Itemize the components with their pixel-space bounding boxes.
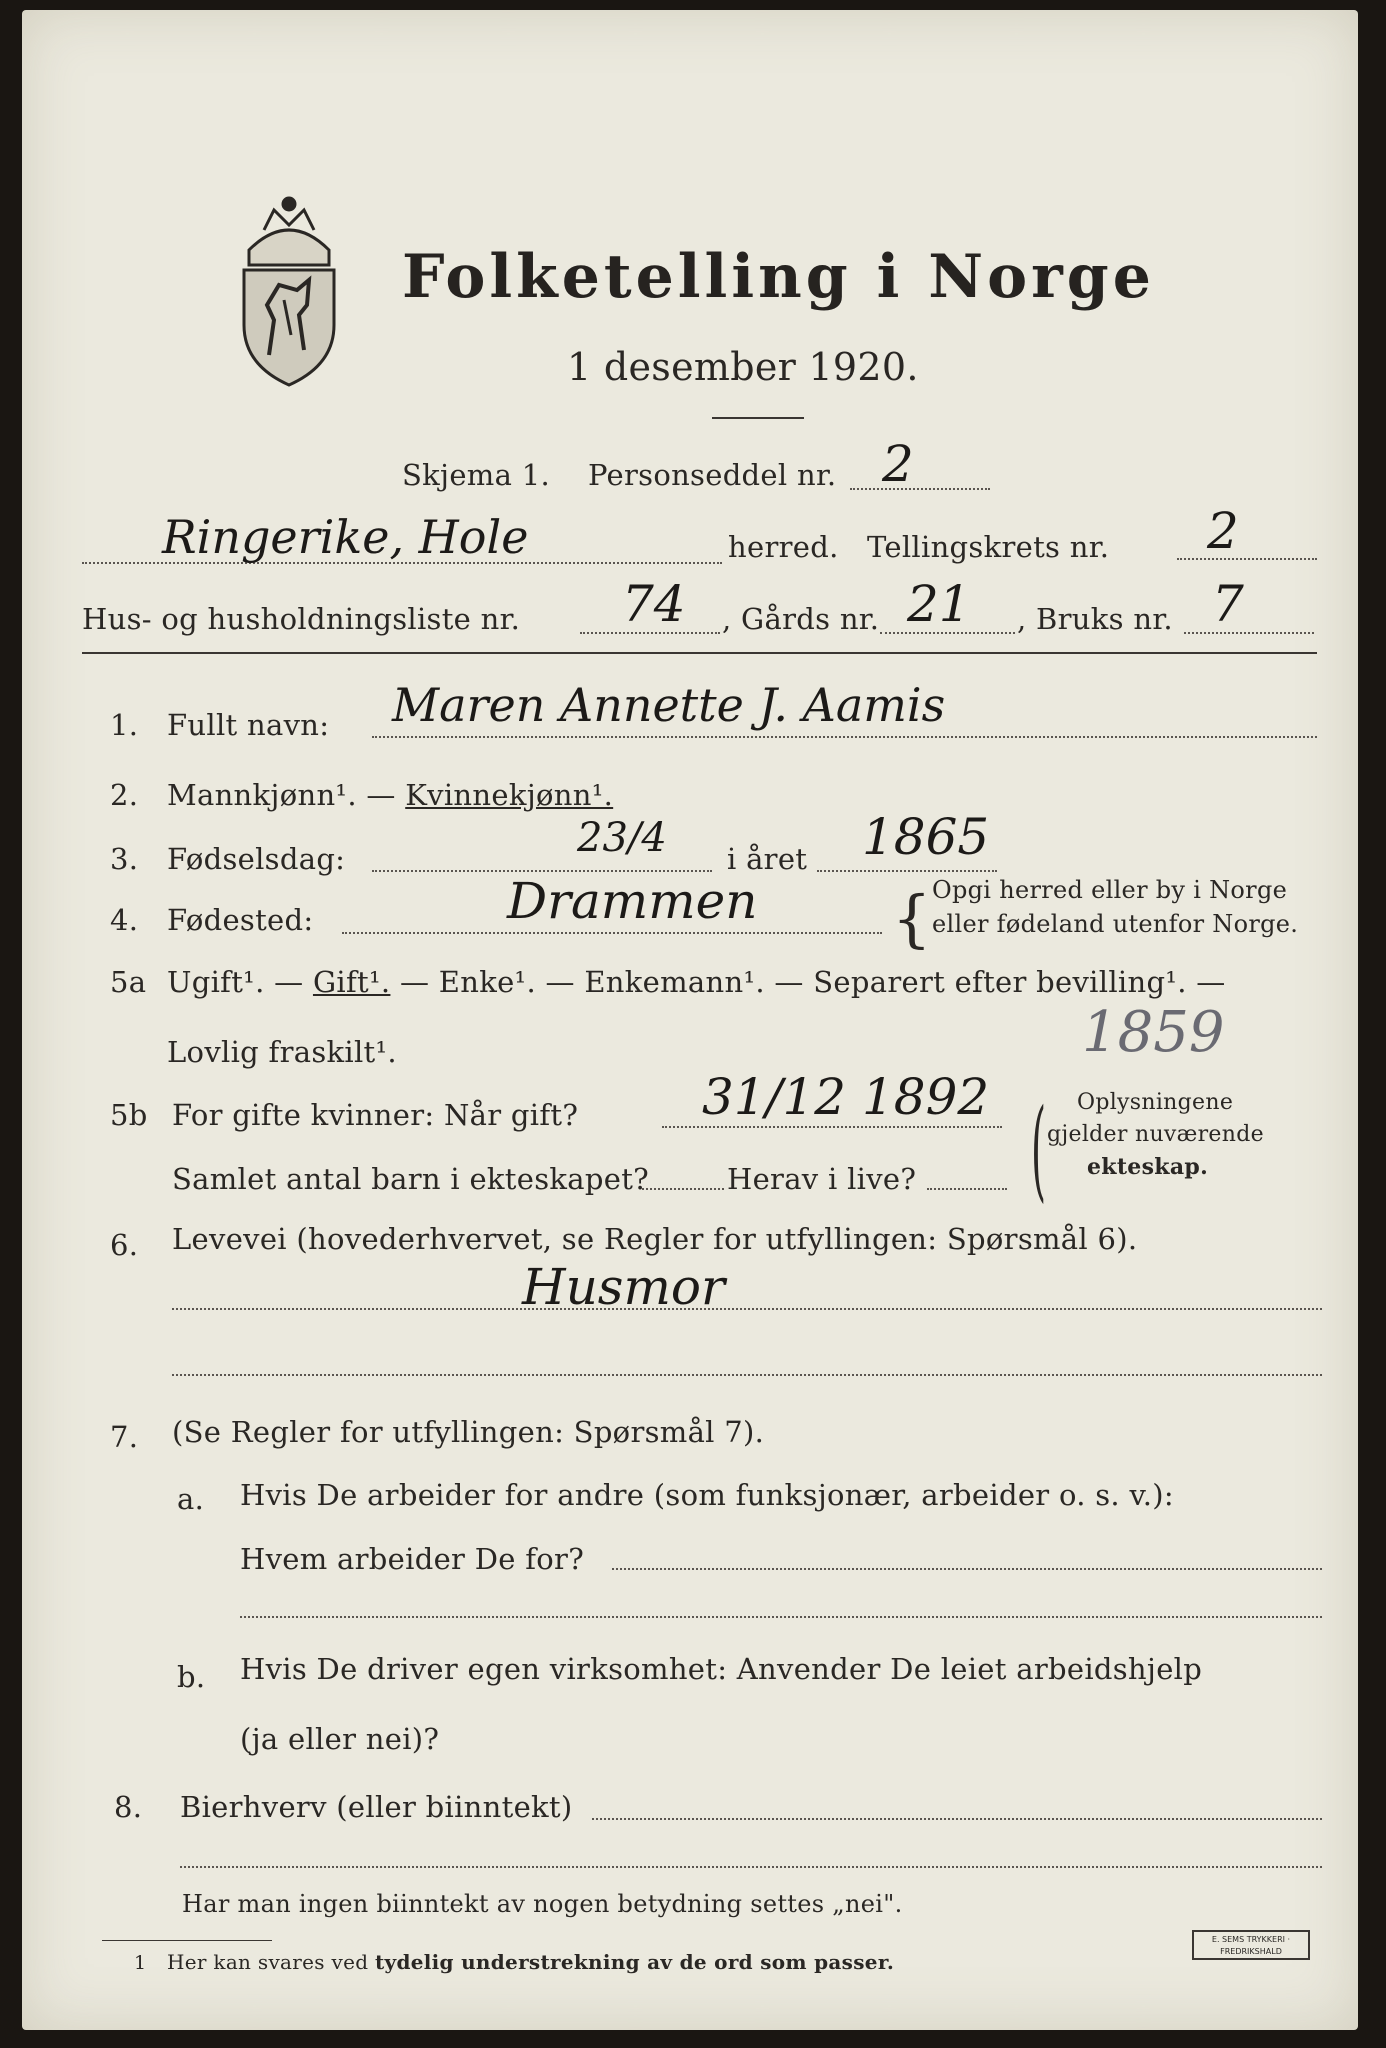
q4-line <box>342 932 882 934</box>
q8-number: 8. <box>114 1790 143 1824</box>
personseddel-value[interactable]: 2 <box>882 435 914 493</box>
q5a-margin-note: 1859 <box>1082 1000 1225 1065</box>
personseddel-line <box>850 488 990 490</box>
q6-line-1 <box>172 1308 1322 1310</box>
q3-label: Fødselsdag: <box>167 842 346 876</box>
q7a-number: a. <box>177 1482 205 1516</box>
q5b-label: For gifte kvinner: Når gift? <box>172 1098 579 1132</box>
q5b-line <box>662 1126 1002 1128</box>
q2-option-female[interactable]: Kvinnekjønn¹. <box>405 778 614 812</box>
tellingskrets-value[interactable]: 2 <box>1207 502 1239 560</box>
q6-line-2 <box>172 1374 1322 1376</box>
q2-option-male: Mannkjønn¹. — Kvinnekjønn¹. <box>167 778 614 812</box>
q4-number: 4. <box>110 903 139 937</box>
q8-label: Bierhverv (eller biinntekt) <box>180 1790 573 1824</box>
husliste-value[interactable]: 74 <box>622 575 686 633</box>
form-title: Folketelling i Norge <box>402 242 1155 312</box>
bruks-value[interactable]: 7 <box>1212 575 1244 633</box>
q2-number: 2. <box>110 778 139 812</box>
q3-year-label: i året <box>727 842 808 876</box>
q5b-line2-b: Herav i live? <box>727 1162 917 1196</box>
bruks-line <box>1184 632 1314 634</box>
q3-year-value[interactable]: 1865 <box>862 808 990 866</box>
q5b-line2-a: Samlet antal barn i ekteskapet? <box>172 1162 649 1196</box>
q4-brace: { <box>892 882 932 955</box>
q5b-children-line <box>642 1188 724 1190</box>
census-date: 1 desember 1920. <box>567 345 919 389</box>
q7-label: (Se Regler for utfyllingen: Spørsmål 7). <box>172 1415 765 1449</box>
q1-label: Fullt navn: <box>167 708 330 742</box>
q5b-note-1: Oplysningene <box>1077 1090 1234 1115</box>
q8-line-1[interactable] <box>592 1818 1322 1820</box>
q5b-bracket: ( <box>1031 1085 1047 1213</box>
q5a-option-gift[interactable]: Gift¹. <box>312 965 391 999</box>
herred-label: herred. <box>728 530 839 564</box>
q7b-text-2: (ja eller nei)? <box>240 1722 440 1756</box>
q5b-note-2: gjelder nuværende <box>1047 1122 1264 1147</box>
header-divider <box>82 652 1317 654</box>
husliste-label: Hus- og husholdningsliste nr. <box>82 602 521 636</box>
tellingskrets-line <box>1177 558 1317 560</box>
bruks-label: , Bruks nr. <box>1017 602 1173 636</box>
q7a-line-2[interactable] <box>240 1616 1322 1618</box>
q4-note-1: Opgi herred eller by i Norge <box>932 876 1288 904</box>
q5a-number: 5a <box>110 965 147 999</box>
q6-value[interactable]: Husmor <box>522 1258 725 1316</box>
q5a-options <box>167 965 1226 999</box>
schema-label: Skjema 1. <box>402 458 550 492</box>
printer-stamp: E. SEMS TRYKKERI · FREDRIKSHALD <box>1192 1930 1310 1960</box>
q7b-text: Hvis De driver egen virksomhet: Anvender De leiet arbeidshjelp <box>240 1652 1203 1686</box>
q5b-note-3: ekteskap. <box>1087 1154 1209 1180</box>
q5b-alive-line <box>927 1188 1007 1190</box>
footer-note: Har man ingen biinntekt av nogen betydning settes „nei". <box>182 1890 903 1918</box>
q6-label: Levevei (hovederhvervet, se Regler for utfyllingen: Spørsmål 6). <box>172 1222 1138 1256</box>
q5a-option-ugift[interactable]: Ugift¹. — <box>167 965 313 999</box>
footnote-text: Her kan svares ved tydelig understrekning av de ord som passer. <box>167 1950 895 1974</box>
gards-label: , Gårds nr. <box>722 602 880 636</box>
q1-line <box>372 736 1317 738</box>
q8-line-2[interactable] <box>180 1866 1322 1868</box>
q1-number: 1. <box>110 708 139 742</box>
q6-number: 6. <box>110 1228 139 1262</box>
norway-coat-of-arms-icon <box>229 190 349 390</box>
q5a-fraskilt[interactable]: Lovlig fraskilt¹. <box>167 1035 397 1069</box>
q3-year-line <box>817 870 997 872</box>
q3-number: 3. <box>110 842 139 876</box>
footnote-divider <box>102 1940 272 1941</box>
q7-number: 7. <box>110 1420 139 1454</box>
q3-value[interactable]: 23/4 <box>577 815 667 861</box>
q5b-value[interactable]: 31/12 1892 <box>702 1068 990 1126</box>
q5a-option-other[interactable]: — Enke¹. — Enkemann¹. — Separert efter bevilling¹. — <box>390 965 1226 999</box>
q7b-number: b. <box>177 1660 206 1694</box>
q7a-line-1[interactable] <box>612 1568 1322 1570</box>
q5b-number: 5b <box>110 1098 148 1132</box>
herred-value[interactable]: Ringerike, Hole <box>162 510 529 564</box>
title-divider <box>712 417 804 419</box>
q7a-text-2: Hvem arbeider De for? <box>240 1542 585 1576</box>
q4-note-2: eller fødeland utenfor Norge. <box>932 910 1299 938</box>
gards-value[interactable]: 21 <box>907 575 971 633</box>
q1-value[interactable]: Maren Annette J. Aamis <box>392 678 946 732</box>
footnote-number: 1 <box>134 1952 147 1974</box>
census-form <box>22 10 1358 2030</box>
q4-label: Fødested: <box>167 903 314 937</box>
q7a-text: Hvis De arbeider for andre (som funksjonær, arbeider o. s. v.): <box>240 1478 1174 1512</box>
personseddel-label: Personseddel nr. <box>588 458 837 492</box>
q4-value[interactable]: Drammen <box>507 872 758 930</box>
tellingskrets-label: Tellingskrets nr. <box>867 530 1110 564</box>
